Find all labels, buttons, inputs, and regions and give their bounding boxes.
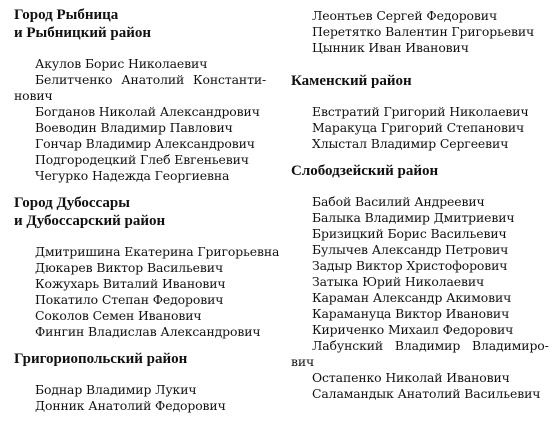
section-title <box>14 6 276 42</box>
list-item: Кожухарь Виталий Иванович <box>35 276 226 291</box>
title-line: Григориопольский район <box>14 351 188 367</box>
list-item: Карамануца Виктор Иванович <box>312 306 510 321</box>
list-item: Фингин Владислав Александрович <box>35 324 261 339</box>
list-item: Чегурко Надежда Георгиевна <box>35 168 230 183</box>
list-item: Кириченко Михаил Федорович <box>312 322 514 337</box>
list-item: Донник Анатолий Федорович <box>35 398 226 413</box>
section-title <box>14 194 276 230</box>
title-line: и Дубоссарский район <box>14 213 166 229</box>
list-item: Маракуца Григорий Степанович <box>312 120 525 135</box>
name-list <box>291 104 549 152</box>
list-item: Булычев Александр Петрович <box>312 242 509 257</box>
list-item: Остапенко Николай Иванович <box>312 370 510 385</box>
list-item: Затыка Юрий Николаевич <box>312 274 485 289</box>
list-item: нович <box>14 88 53 103</box>
list-item: Богданов Николай Александрович <box>35 104 260 119</box>
title-line: Город Рыбница <box>14 7 119 23</box>
section-title <box>291 72 549 90</box>
list-item: Воеводин Владимир Павлович <box>35 120 233 135</box>
list-item: Евстратий Григорий Николаевич <box>312 104 529 119</box>
list-item: Дмитришина Екатерина Григорьевна <box>35 244 280 259</box>
list-item: вич <box>291 354 315 369</box>
list-item: Белитченко Анатолий Константи- <box>35 72 267 87</box>
list-item: Перетятко Валентин Григорьевич <box>312 24 535 39</box>
list-item: Леонтьев Сергей Федорович <box>312 8 498 23</box>
title-line: Слободзейский район <box>291 163 439 179</box>
title-line: Город Дубоссары <box>14 195 130 211</box>
section-kamenka <box>291 72 549 152</box>
list-item: Боднар Владимир Лукич <box>35 382 197 397</box>
name-list <box>14 382 276 414</box>
list-item: Акулов Борис Николаевич <box>35 56 208 71</box>
list-item: Бризицкий Борис Васильевич <box>312 226 507 241</box>
section-dubossary <box>14 194 280 340</box>
title-line: Каменский район <box>291 73 412 89</box>
list-item: Балыка Владимир Дмитриевич <box>312 210 515 225</box>
list-item: Караман Александр Акимович <box>312 290 512 305</box>
list-item: Покатило Степан Федорович <box>35 292 224 307</box>
list-item: Цынник Иван Иванович <box>312 40 469 55</box>
list-item: Задыр Виктор Христофорович <box>312 258 508 273</box>
list-item: Соколов Семен Иванович <box>35 308 202 323</box>
list-item: Бабой Василий Андреевич <box>312 194 485 209</box>
list-item: Саламандык Анатолий Васильевич <box>312 386 541 401</box>
list-item: Лабунский Владимир Владимиро- <box>312 338 549 353</box>
list-item: Подгородецкий Глеб Евгеньевич <box>35 152 249 167</box>
title-line: и Рыбницкий район <box>14 25 151 41</box>
section-grigoriopol <box>14 350 276 414</box>
list-item: Дюкарев Виктор Васильевич <box>35 260 224 275</box>
list-item: Гончар Владимир Александрович <box>35 136 255 151</box>
section-title <box>291 162 553 180</box>
section-title <box>14 350 276 368</box>
name-list <box>291 8 549 56</box>
name-list <box>14 56 276 184</box>
list-item: Хлыстал Владимир Сергеевич <box>312 136 509 151</box>
section-rybnitsa <box>14 6 276 184</box>
section-slobodzeya <box>291 162 553 402</box>
name-list <box>14 244 280 340</box>
name-list <box>291 194 553 402</box>
